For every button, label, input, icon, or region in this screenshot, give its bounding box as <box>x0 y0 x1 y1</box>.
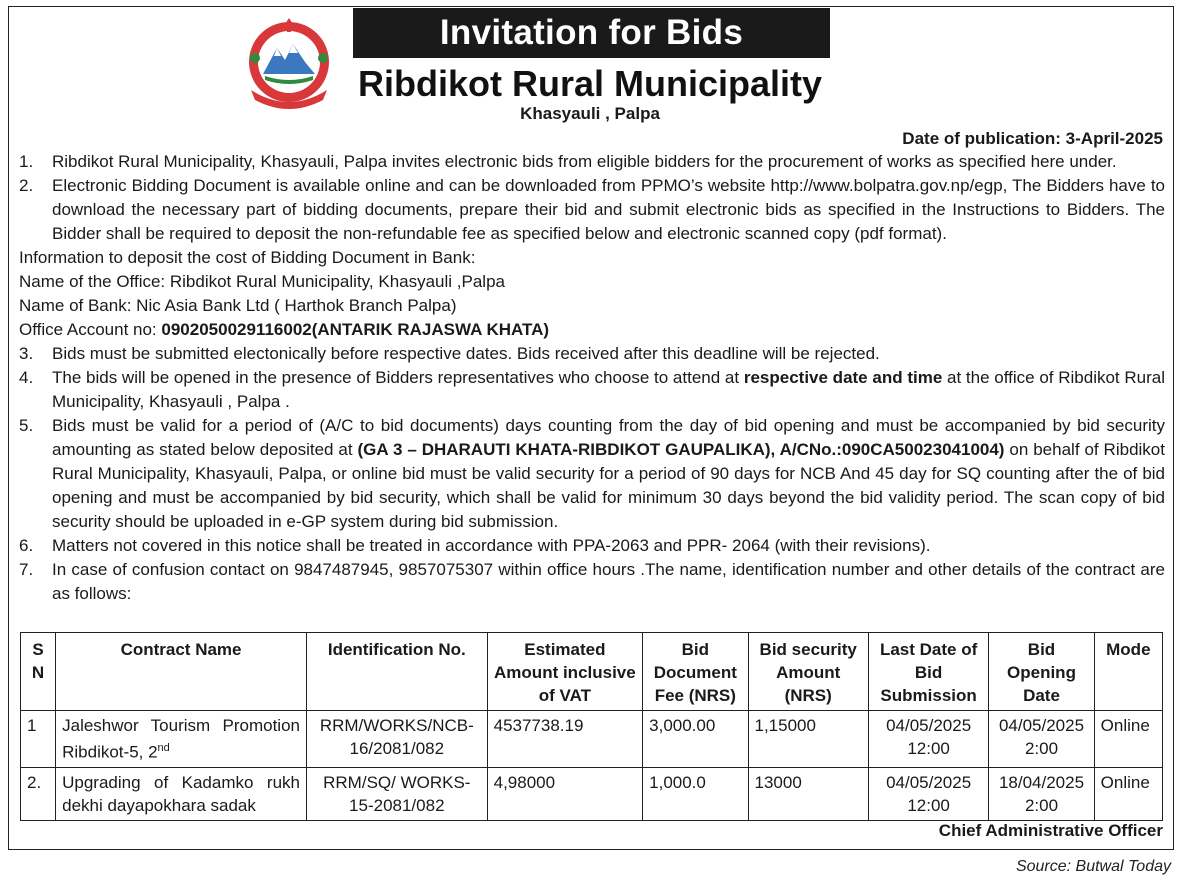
cell-document-fee: 3,000.00 <box>643 711 748 768</box>
column-header-contract-name: Contract Name <box>56 633 307 711</box>
bank-info-heading: Information to deposit the cost of Bidding Document in Bank: <box>19 248 476 267</box>
account-label: Office Account no: <box>19 320 162 339</box>
account-number: 0902050029116002(ANTARIK RAJASWA KHATA) <box>161 320 550 339</box>
item-number: 5. <box>19 416 34 435</box>
table-header-row <box>21 633 1163 711</box>
item-number: 2. <box>19 176 34 195</box>
column-header-estimated-amount: Estimated Amount inclusive of VAT <box>487 633 643 711</box>
item-text-bold: (GA 3 – DHARAUTI KHATA-RIBDIKOT GAUPALIKA), A/CNo.:090CA50023041004) <box>357 440 1005 459</box>
table-row <box>21 711 1163 768</box>
cell-opening-date <box>989 711 1094 768</box>
last-time-value: 12:00 <box>907 739 950 758</box>
cell-bid-security: 13000 <box>748 767 868 820</box>
title-banner: Invitation for Bids <box>353 8 830 58</box>
nepal-emblem-icon <box>241 18 337 110</box>
cell-identification: RRM/WORKS/NCB-16/2081/082 <box>306 711 487 768</box>
item-text: Bids must be submitted electonically before respective dates. Bids received after this deadline will be rejected. <box>52 344 880 363</box>
table-row <box>21 767 1163 820</box>
opening-date-value: 04/05/2025 <box>998 716 1085 735</box>
item-text: Ribdikot Rural Municipality, Khasyauli, Palpa invites electronic bids from eligible bidders for the procurement of works as specified here under. <box>52 152 1117 171</box>
item-number: 6. <box>19 536 34 555</box>
item-text: Matters not covered in this notice shall be treated in accordance with PPA-2063 and PPR- 2064 (with their revisions). <box>52 536 931 555</box>
list-item <box>19 366 1165 414</box>
cell-last-date <box>868 767 988 820</box>
item-number: 7. <box>19 560 34 579</box>
cell-document-fee: 1,000.0 <box>643 767 748 820</box>
item-text-part: Bids must be valid for a period of (A/C to bid documents) days counting from the day of bid opening and must be accompanied by bid security amounting as stated below deposited at <box>52 416 1165 459</box>
item-text-part: on behalf of Ribdikot Rural Municipality, Khasyauli, Palpa, or online bid must be valid security for a period of 90 days for NCB And 45 day for SQ counting after the of bid opening and must be accompanied by bid security, which shall be valid for minimum 30 days beyond the bid validity period. The scan copy of bid security should be uploaded in e-GP system during bid submission. <box>52 440 1165 531</box>
cell-estimated-amount: 4,98000 <box>487 767 643 820</box>
column-header-mode: Mode <box>1094 633 1162 711</box>
item-text-part: The bids will be opened in the presence of Bidders representatives who choose to attend at <box>52 368 744 387</box>
column-header-sn: S N <box>21 633 56 711</box>
item-text: In case of confusion contact on 9847487945, 9857075307 within office hours .The name, identification number and other details of the contract are as follows: <box>52 560 1165 603</box>
publication-date: Date of publication: 3-April-2025 <box>902 129 1163 148</box>
item-number: 4. <box>19 368 34 387</box>
cell-mode: Online <box>1094 711 1162 768</box>
list-item <box>19 414 1165 534</box>
last-time-value: 12:00 <box>907 795 950 815</box>
contract-name-text: Jaleshwor Tourism Promotion Ribdikot-5, 2 <box>62 716 300 762</box>
cell-last-date <box>868 711 988 768</box>
cell-contract-name <box>56 711 307 768</box>
opening-time-value: 2:00 <box>1024 795 1059 815</box>
list-item <box>19 534 1165 558</box>
column-header-bid-security: Bid security Amount (NRS) <box>748 633 868 711</box>
item-number: 3. <box>19 344 34 363</box>
opening-date-value: 18/04/2025 <box>998 772 1085 792</box>
cell-sn: 2. <box>21 767 56 820</box>
source-credit: Source: Butwal Today <box>1015 858 1171 875</box>
cell-contract-name: Upgrading of Kadamko rukh dekhi dayapokhara sadak <box>56 767 307 820</box>
item-text <box>52 414 1165 534</box>
bank-office-name: Name of the Office: Ribdikot Rural Municipality, Khasyauli ,Palpa <box>19 272 505 291</box>
cell-estimated-amount: 4537738.19 <box>487 711 643 768</box>
item-text-part: at the office of Ribdikot Rural Municipality, Khasyauli , Palpa . <box>52 368 1166 411</box>
cell-sn: 1 <box>21 711 56 768</box>
contracts-table <box>20 632 1163 821</box>
item-text <box>52 366 1165 414</box>
opening-time-value: 2:00 <box>1024 739 1059 758</box>
column-header-opening-date: Bid Opening Date <box>989 633 1094 711</box>
list-item <box>19 174 1165 246</box>
signoff: Chief Administrative Officer <box>938 821 1163 840</box>
contract-name-superscript: nd <box>157 742 170 754</box>
item-number: 1. <box>19 152 34 171</box>
cell-opening-date <box>989 767 1094 820</box>
bank-account <box>19 318 1165 342</box>
cell-bid-security: 1,15000 <box>748 711 868 768</box>
notice-body <box>19 150 1165 606</box>
list-item <box>19 558 1165 606</box>
list-item <box>19 342 1165 366</box>
last-date-value: 04/05/2025 <box>886 772 972 792</box>
item-text-bold: respective date and time <box>743 368 943 387</box>
municipality-name: Ribdikot Rural Municipality <box>357 63 823 104</box>
list-item <box>19 150 1165 174</box>
last-date-value: 04/05/2025 <box>886 716 972 735</box>
cell-mode: Online <box>1094 767 1162 820</box>
bank-name: Name of Bank: Nic Asia Bank Ltd ( Harthok Branch Palpa) <box>19 296 457 315</box>
column-header-document-fee: Bid Document Fee (NRS) <box>643 633 748 711</box>
column-header-last-date: Last Date of Bid Submission <box>868 633 988 711</box>
column-header-identification: Identification No. <box>306 633 487 711</box>
item-text: Electronic Bidding Document is available online and can be downloaded from PPMO’s website http://www.bolpatra.gov.np/egp, The Bidders have to download the necessary part of bidding documents, prepare their bid and submit electronic bids as specified in the Instructions to Bidders. The Bidder shall be required to deposit the non-refundable fee as specified below and electronic scanned copy (pdf format). <box>52 176 1165 243</box>
cell-identification: RRM/SQ/ WORKS-15-2081/082 <box>306 767 487 820</box>
municipality-address: Khasyauli , Palpa <box>520 104 660 123</box>
